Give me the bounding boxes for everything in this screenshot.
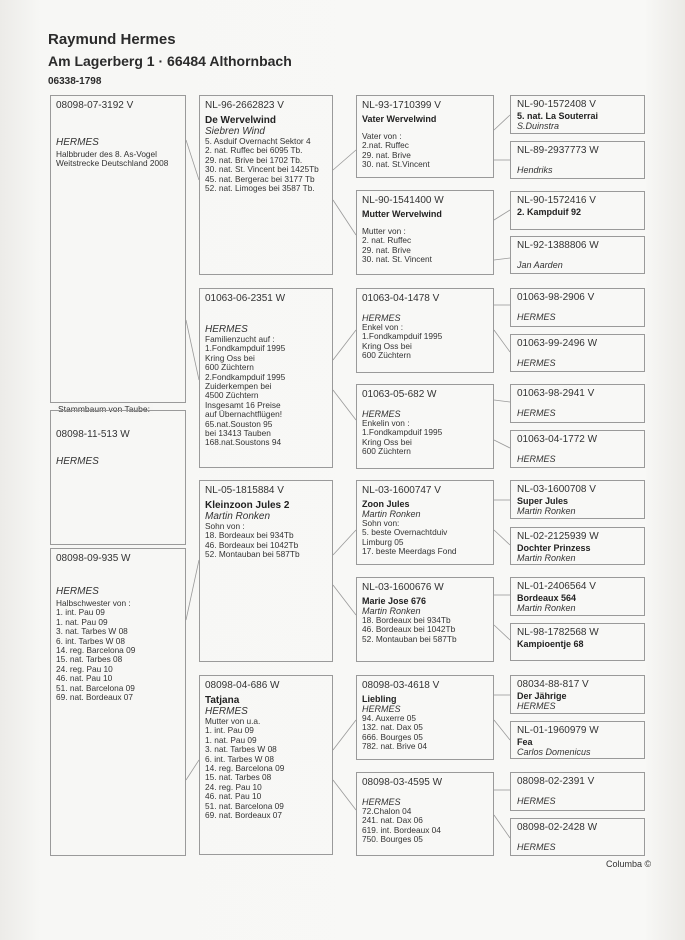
note-line: Kring Oss bei <box>362 340 412 351</box>
gen4-box-5[interactable] <box>510 334 645 372</box>
note-line: 94. Auxerre 05 <box>362 713 416 723</box>
note-line: 14. reg. Barcelona 09 <box>56 645 136 656</box>
ring-number: 01063-98-2906 V <box>517 292 595 303</box>
pigeon-name: Dochter Prinzess <box>517 543 591 553</box>
breeder: HERMES <box>56 586 99 597</box>
breeder: Martin Ronken <box>362 606 421 616</box>
note-line: 46. Bordeaux bei 1042Tb <box>362 624 456 635</box>
ring-number: NL-89-2937773 W <box>517 145 599 156</box>
note-line: 750. Bourges 05 <box>362 834 423 845</box>
breeder: Martin Ronken <box>517 603 576 613</box>
pedigree-label: Stammbaum von Taube: <box>55 404 153 414</box>
note-line: 30. nat. St. Vincent <box>362 254 432 265</box>
notes-list <box>362 323 488 361</box>
note-line: 168.nat.Soustons 94 <box>205 437 282 448</box>
note-line: 29. nat. Brive bei 1702 Tb. <box>205 154 303 165</box>
gen3-content-4 <box>357 481 493 561</box>
gen2-box-3[interactable] <box>199 675 333 855</box>
breeder: HERMES <box>517 408 556 418</box>
notes-list <box>362 519 488 557</box>
breeder: Martin Ronken <box>517 553 576 563</box>
gen3-box-4[interactable] <box>356 480 494 565</box>
note-line: 17. beste Meerdags Fond <box>362 546 457 557</box>
ring-number: NL-03-1600708 V <box>517 484 596 495</box>
gen4-content-15 <box>511 819 644 855</box>
gen3-content-3 <box>357 385 493 461</box>
note-line: Vater von : <box>362 131 402 141</box>
pigeon-name: De Wervelwind <box>205 115 276 126</box>
ring-number: NL-90-1572416 V <box>517 195 596 206</box>
note-line: Familienzucht auf : <box>205 334 275 344</box>
notes-list <box>205 335 327 448</box>
ring-number: NL-03-1600676 W <box>362 582 444 593</box>
breeder: Martin Ronken <box>362 509 421 519</box>
breeder: S.Duinstra <box>517 121 560 131</box>
pigeon-name: Marie Jose 676 <box>362 596 427 606</box>
note-line: 600 Züchtern <box>362 350 411 361</box>
note-line: 30. nat. St. Vincent bei 1425Tb <box>205 164 319 175</box>
pigeon-name: Zoon Jules <box>362 499 410 509</box>
note-line: 3. nat. Tarbes W 08 <box>56 626 128 637</box>
gen3-box-1[interactable] <box>356 190 494 275</box>
gen3-content-0 <box>357 96 493 174</box>
gen4-content-14 <box>511 773 644 809</box>
note-line: Zuiderkempen bei <box>205 381 272 392</box>
note-line: 69. nat. Bordeaux 07 <box>56 692 134 703</box>
note-line: Weitstrecke Deutschland 2008 <box>56 158 169 169</box>
pigeon-name: Vater Wervelwind <box>362 114 437 124</box>
sister-pigeon-box[interactable] <box>50 548 186 856</box>
gen4-box-4[interactable] <box>510 288 645 327</box>
note-line: 15. nat. Tarbes 08 <box>205 772 272 783</box>
note-line: Sohn von: <box>362 518 400 528</box>
gen2-box-0[interactable] <box>199 95 333 275</box>
breeder: HERMES <box>56 137 99 148</box>
gen2-content-3 <box>200 676 332 824</box>
pigeon-name: Bordeaux 564 <box>517 593 577 603</box>
gen2-content-2 <box>200 481 332 564</box>
note-line: Insgesamt 16 Preise <box>205 399 281 410</box>
middle-pigeon-box[interactable] <box>50 410 186 545</box>
note-line: Limburg 05 <box>362 536 404 547</box>
notes-list <box>362 419 488 457</box>
gen3-box-2[interactable] <box>356 288 494 373</box>
note-line: Mutter von : <box>362 226 406 236</box>
note-line: Sohn von : <box>205 521 245 531</box>
note-line: 51. nat. Barcelona 09 <box>205 800 284 811</box>
breeder: HERMES <box>362 313 401 323</box>
breeder: HERMES <box>517 358 556 368</box>
ring-number: NL-96-2662823 V <box>205 100 284 111</box>
note-line: 65.nat.Souston 95 <box>205 418 273 429</box>
gen3-box-7[interactable] <box>356 772 494 856</box>
note-line: 52. Montauban bei 587Tb <box>205 549 300 560</box>
ring-number: 08098-11-513 W <box>56 429 130 440</box>
pigeon-name: Kleinzoon Jules 2 <box>205 500 290 511</box>
ring-number: NL-01-1960979 W <box>517 725 599 736</box>
note-line: 46. nat. Pau 10 <box>205 791 262 802</box>
breeder: HERMES <box>362 704 401 714</box>
note-line: 14. reg. Barcelona 09 <box>205 763 285 774</box>
note-line: 666. Bourges 05 <box>362 731 423 742</box>
note-line: 600 Züchtern <box>205 362 254 373</box>
gen4-box-7[interactable] <box>510 430 645 468</box>
breeder: HERMES <box>56 456 99 467</box>
pigeon-name: 2. Kampduif 92 <box>517 207 582 217</box>
ring-number: 01063-99-2496 W <box>517 338 598 349</box>
note-line: 6. int. Tarbes W 08 <box>205 753 275 764</box>
note-line: 600 Züchtern <box>362 446 411 457</box>
gen4-content-0 <box>511 96 644 134</box>
pigeon-name: Kampioentje 68 <box>517 639 584 649</box>
note-line: 52. nat. Limoges bei 3587 Tb. <box>205 183 315 194</box>
gen4-content-4 <box>511 289 644 325</box>
ring-number: NL-01-2406564 V <box>517 581 596 592</box>
gen4-content-12 <box>511 676 644 714</box>
gen4-box-11[interactable] <box>510 623 645 661</box>
note-line: Mutter von u.a. <box>205 716 261 726</box>
gen4-content-13 <box>511 722 644 760</box>
gen2-content-0 <box>200 96 332 197</box>
breeder: HERMES <box>517 454 556 464</box>
note-line: auf Übernachtflügen! <box>205 409 283 420</box>
notes-list <box>362 132 488 170</box>
note-line: 1. nat. Pau 09 <box>56 616 108 627</box>
ring-number: 08098-07-3192 V <box>56 100 134 111</box>
note-line: Halbschwester von : <box>56 598 131 608</box>
ring-number: NL-92-1388806 W <box>517 240 599 251</box>
note-line: 51. nat. Barcelona 09 <box>56 682 135 693</box>
gen3-box-5[interactable] <box>356 577 494 662</box>
brand-mark: Columba © <box>606 859 652 869</box>
note-line: 52. Montauban bei 587Tb <box>362 633 457 644</box>
gen2-content-1 <box>200 289 332 452</box>
gen4-box-8[interactable] <box>510 480 645 519</box>
notes-list <box>205 522 327 560</box>
breeder: Hendriks <box>517 165 553 175</box>
gen3-content-6 <box>357 676 493 756</box>
ring-number: 08098-03-4618 V <box>362 680 440 691</box>
pigeon-name: Mutter Wervelwind <box>362 209 442 219</box>
note-line: 30. nat. St.Vincent <box>362 159 430 170</box>
note-line: 5. beste Overnachtduiv <box>362 527 448 538</box>
note-line: Kring Oss bei <box>362 436 412 447</box>
note-line: 45. nat. Bergerac bei 3177 Tb <box>205 173 315 184</box>
ring-number: 01063-04-1478 V <box>362 293 440 304</box>
gen4-box-6[interactable] <box>510 384 645 423</box>
note-line: 6. int. Tarbes W 08 <box>56 635 126 646</box>
gen4-box-9[interactable] <box>510 527 645 565</box>
note-line: 132. nat. Dax 05 <box>362 722 423 733</box>
owner-phone: 06338-1798 <box>48 76 102 87</box>
breeder: HERMES <box>517 312 556 322</box>
ring-number: NL-90-1541400 W <box>362 195 444 206</box>
notes-list <box>362 227 488 265</box>
note-line: 72.Chalon 04 <box>362 806 412 816</box>
breeder: HERMES <box>205 706 248 717</box>
breeder: HERMES <box>362 797 401 807</box>
gen4-content-2 <box>511 192 644 220</box>
notes-list <box>362 714 488 752</box>
breeder: Carlos Domenicus <box>517 747 591 757</box>
note-line: 2.Fondkampduif 1995 <box>205 371 286 382</box>
note-line: Halbbruder des 8. As-Vogel <box>56 149 158 159</box>
breeder: HERMES <box>517 701 556 711</box>
ring-number: NL-03-1600747 V <box>362 485 441 496</box>
note-line: 24. reg. Pau 10 <box>56 663 113 674</box>
ring-number: NL-93-1710399 V <box>362 100 441 111</box>
note-line: 46. nat. Pau 10 <box>56 673 113 684</box>
gen4-box-3[interactable] <box>510 236 645 274</box>
note-line: 18. Bordeaux bei 934Tb <box>362 615 451 625</box>
gen4-content-1 <box>511 142 644 178</box>
note-line: Enkelin von : <box>362 418 410 428</box>
ring-number: NL-02-2125939 W <box>517 531 599 542</box>
gen3-content-1 <box>357 191 493 269</box>
gen4-box-13[interactable] <box>510 721 645 759</box>
note-line: Kring Oss bei <box>205 352 255 363</box>
gen3-box-3[interactable] <box>356 384 494 469</box>
gen4-content-5 <box>511 335 644 371</box>
note-line: 24. reg. Pau 10 <box>205 781 262 792</box>
pigeon-name: Super Jules <box>517 496 569 506</box>
note-line: 782. nat. Brive 04 <box>362 741 428 752</box>
notes-list <box>205 717 327 820</box>
ring-number: 08034-88-817 V <box>517 679 589 690</box>
notes-list <box>362 807 488 845</box>
note-line: 69. nat. Bordeaux 07 <box>205 810 283 821</box>
notes-list <box>362 616 488 644</box>
pigeon-name: 5. nat. La Souterrai <box>517 111 599 121</box>
note-line: 18. Bordeaux bei 934Tb <box>205 530 294 541</box>
breeder: Martin Ronken <box>205 511 271 522</box>
ring-number: NL-98-1782568 W <box>517 627 599 638</box>
ring-number: 08098-02-2391 V <box>517 776 595 787</box>
breeder: HERMES <box>517 842 556 852</box>
gen4-box-15[interactable] <box>510 818 645 856</box>
owner-name: Raymund Hermes <box>48 31 176 48</box>
gen4-box-1[interactable] <box>510 141 645 179</box>
note-line: 2.nat. Ruffec <box>362 140 409 151</box>
ring-number: 01063-04-1772 W <box>517 434 598 445</box>
ring-number: NL-90-1572408 V <box>517 99 596 110</box>
gen4-content-6 <box>511 385 644 421</box>
note-line: 2. nat. Ruffec <box>362 235 412 246</box>
gen4-content-3 <box>511 237 644 273</box>
notes-list <box>205 137 327 193</box>
breeder: HERMES <box>205 324 248 335</box>
note-line: 46. Bordeaux bei 1042Tb <box>205 539 299 550</box>
breeder: Siebren Wind <box>205 126 265 137</box>
subject-pigeon-box[interactable] <box>50 95 186 403</box>
ring-number: 01063-98-2941 V <box>517 388 595 399</box>
note-line: 1.Fondkampduif 1995 <box>205 343 286 354</box>
ring-number: 01063-05-682 W <box>362 389 437 400</box>
note-line: 241. nat. Dax 06 <box>362 815 423 826</box>
gen4-content-7 <box>511 431 644 467</box>
ring-number: 08098-04-686 W <box>205 680 280 691</box>
gen2-box-1[interactable] <box>199 288 333 468</box>
owner-address: Am Lagerberg 1 · 66484 Althornbach <box>48 53 292 69</box>
gen4-box-14[interactable] <box>510 772 645 811</box>
note-line: 1.Fondkampduif 1995 <box>362 331 443 342</box>
ring-number: NL-05-1815884 V <box>205 485 284 496</box>
note-line: 4500 Züchtern <box>205 390 259 401</box>
gen3-box-6[interactable] <box>356 675 494 760</box>
ring-number: 08098-09-935 W <box>56 553 131 564</box>
note-line: bei 13413 Tauben <box>205 428 271 439</box>
note-line: 1. int. Pau 09 <box>205 725 254 736</box>
note-line: 1.Fondkampduif 1995 <box>362 427 443 438</box>
breeder: Martin Ronken <box>517 506 576 516</box>
gen4-box-2[interactable] <box>510 191 645 230</box>
gen3-content-5 <box>357 578 493 648</box>
ring-number: 01063-06-2351 W <box>205 293 286 304</box>
pigeon-name: Fea <box>517 737 533 747</box>
notes-list <box>56 599 180 702</box>
pigeon-name: Der Jährige <box>517 691 567 701</box>
note-line: 619. int. Bordeaux 04 <box>362 824 441 835</box>
gen4-box-0[interactable] <box>510 95 645 134</box>
note-line: 1. int. Pau 09 <box>56 607 105 618</box>
note-line: 3. nat. Tarbes W 08 <box>205 744 277 755</box>
gen3-box-0[interactable] <box>356 95 494 178</box>
gen3-content-2 <box>357 289 493 365</box>
gen3-content-7 <box>357 773 493 849</box>
breeder: HERMES <box>362 409 401 419</box>
ring-number: 08098-02-2428 W <box>517 822 598 833</box>
gen4-content-8 <box>511 481 644 519</box>
note-line: Enkel von : <box>362 322 404 332</box>
note-line: 5. Asduif Overnacht Sektor 4 <box>205 136 311 146</box>
note-line: 2. nat. Ruffec bei 6095 Tb. <box>205 145 303 156</box>
pigeon-name: Tatjana <box>205 695 240 706</box>
gen4-box-12[interactable] <box>510 675 645 714</box>
gen4-content-10 <box>511 578 644 616</box>
note-line: 15. nat. Tarbes 08 <box>56 654 123 665</box>
pigeon-name: Liebling <box>362 694 397 704</box>
gen2-box-2[interactable] <box>199 480 333 662</box>
note-line: 29. nat. Brive <box>362 149 411 160</box>
note-line: 1. nat. Pau 09 <box>205 734 257 745</box>
note-line: 29. nat. Brive <box>362 244 411 255</box>
gen4-content-11 <box>511 624 644 652</box>
breeder: HERMES <box>517 796 556 806</box>
gen4-box-10[interactable] <box>510 577 645 616</box>
ring-number: 08098-03-4595 W <box>362 777 443 788</box>
breeder: Jan Aarden <box>517 260 563 270</box>
gen4-content-9 <box>511 528 644 566</box>
